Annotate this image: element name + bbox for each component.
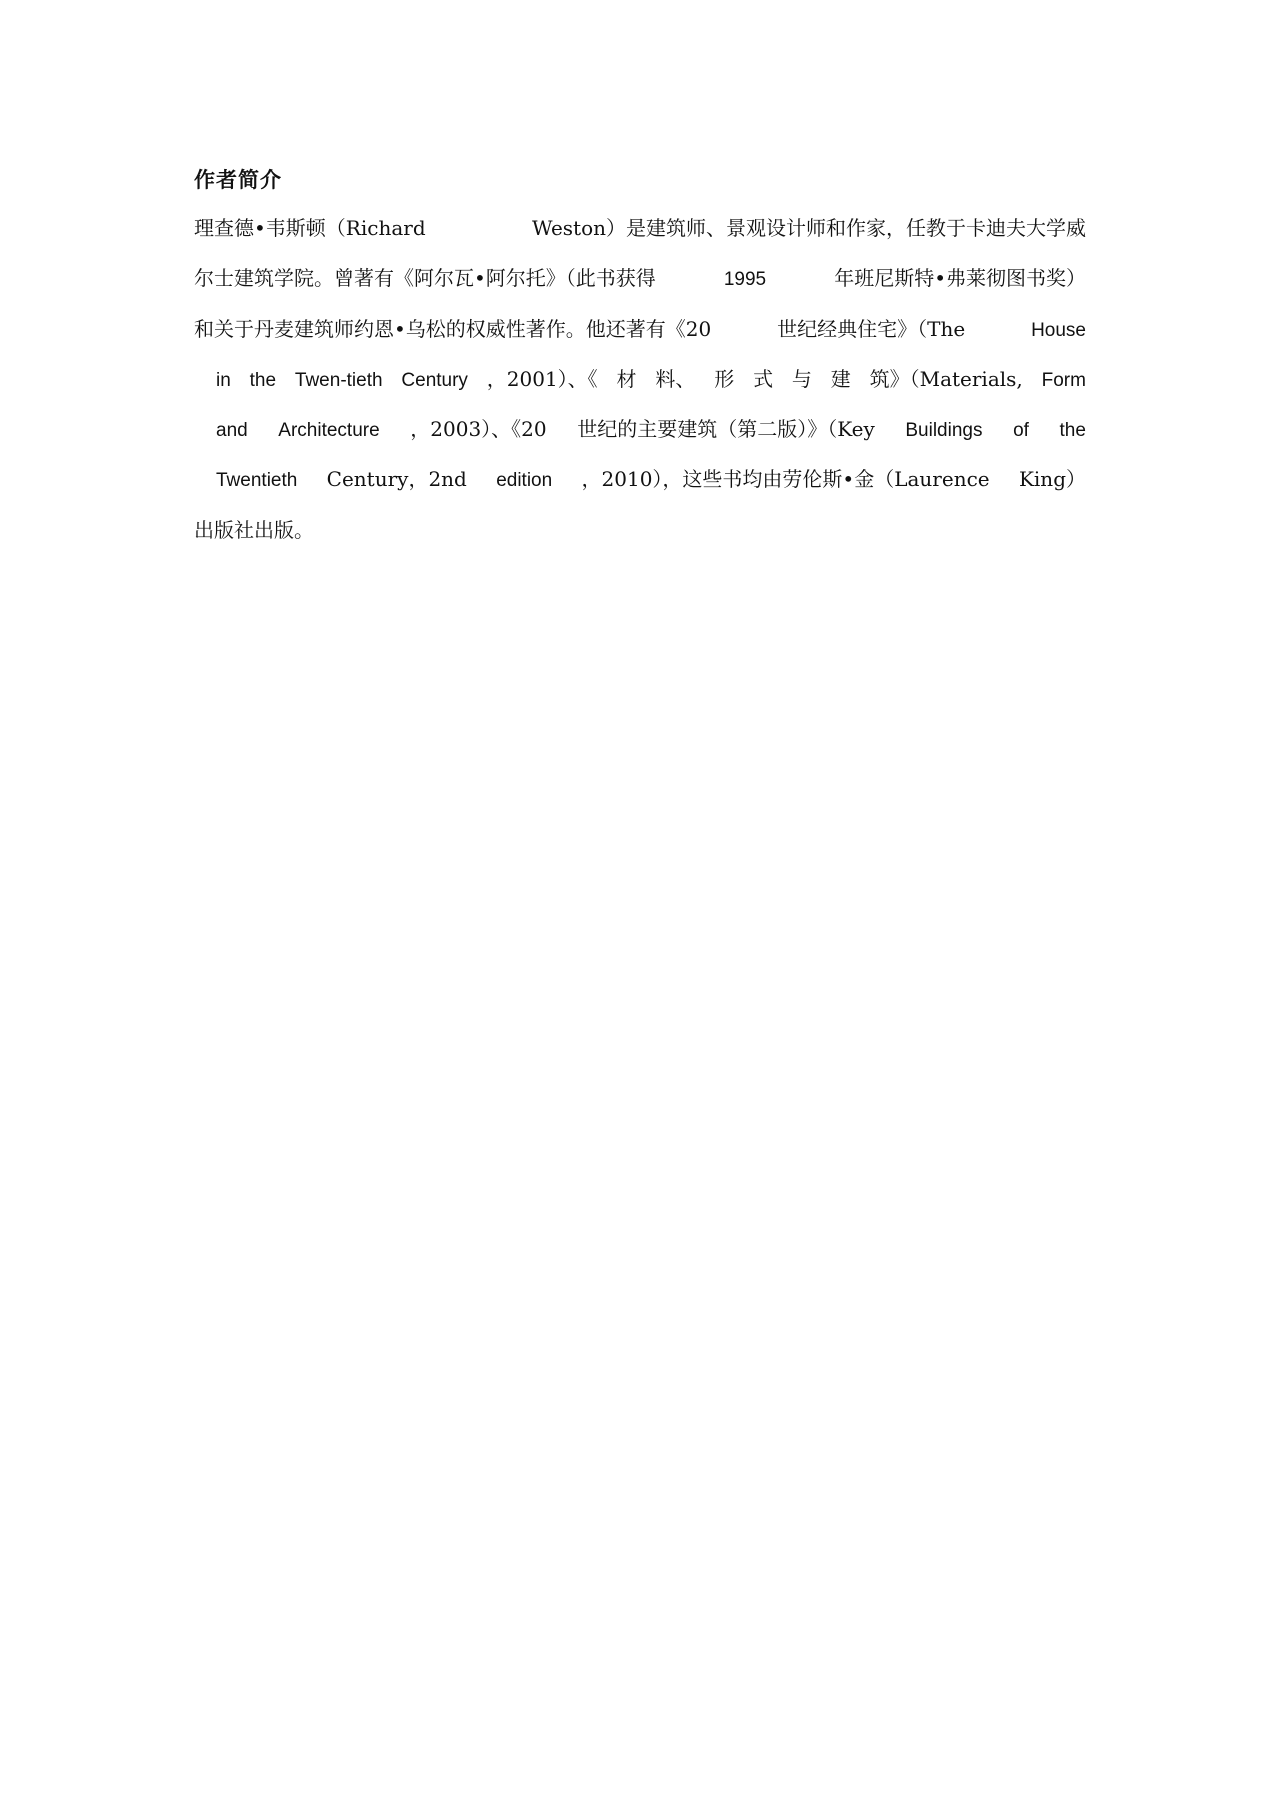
bio-text-segment: and xyxy=(216,420,248,442)
bio-text-segment: Twen-tieth xyxy=(294,369,383,391)
bio-text-segment: 和关于丹麦建筑师约恩•乌松的权威性著作。他还著有《20 xyxy=(194,316,712,341)
bio-text-segment: Form xyxy=(1041,369,1086,391)
bio-text-segment: Century xyxy=(401,369,468,391)
bio-text-segment: 1995 xyxy=(723,269,767,291)
bio-line-2 xyxy=(194,263,1086,313)
bio-text-segment: 材 xyxy=(616,366,637,391)
bio-text-segment: ，2001）、《 xyxy=(486,366,598,391)
bio-line-4 xyxy=(194,364,1086,414)
bio-text-segment: the xyxy=(249,369,277,391)
bio-line-3 xyxy=(194,314,1086,364)
bio-text-segment: King） xyxy=(1018,467,1086,492)
bio-text-segment: 与 xyxy=(791,366,812,391)
bio-text-segment: in xyxy=(216,369,231,391)
bio-text-segment: Architecture xyxy=(278,420,380,442)
bio-text-segment: House xyxy=(1031,319,1086,341)
bio-line-5 xyxy=(194,414,1086,464)
bio-text-segment: 式 xyxy=(753,366,774,391)
bio-text-segment: 理查德•韦斯顿（Richard xyxy=(194,216,426,240)
bio-text-segment: 形 xyxy=(714,366,735,391)
author-bio-paragraph xyxy=(194,213,1086,565)
bio-text-segment: 年班尼斯特•弗莱彻图书奖） xyxy=(834,266,1086,291)
bio-text-segment: 筑》（Materials, xyxy=(869,366,1023,391)
bio-text-segment: Century，2nd xyxy=(326,467,467,492)
bio-text-segment: ，2003）、《20 xyxy=(410,417,547,442)
bio-text-segment: 尔士建筑学院。曾著有《阿尔瓦•阿尔托》（此书获得 xyxy=(194,266,656,291)
bio-text-segment: 料、 xyxy=(655,366,696,391)
bio-text-segment: 世纪的主要建筑（第二版）》（Key xyxy=(577,417,875,442)
bio-line-6 xyxy=(194,464,1086,514)
bio-line-1 xyxy=(194,213,1086,263)
bio-text-segment: 出版社出版。 xyxy=(194,517,314,542)
bio-text-segment: of xyxy=(1013,420,1029,442)
bio-text-segment: 建 xyxy=(830,366,851,391)
bio-text-segment: Twentieth xyxy=(216,470,298,492)
bio-text-segment: 世纪经典住宅》（The xyxy=(777,316,966,341)
bio-line-7 xyxy=(194,515,1086,565)
bio-text-segment: Buildings xyxy=(905,420,983,442)
bio-text-segment: edition xyxy=(496,470,553,492)
bio-text-segment: the xyxy=(1059,420,1086,442)
section-title: 作者简介 xyxy=(194,168,282,192)
bio-text-segment: ，2010），这些书均由劳伦斯•金（Laurence xyxy=(581,467,990,492)
bio-text-segment: Weston）是建筑师、景观设计师和作家，任教于卡迪夫大学威 xyxy=(532,216,1086,240)
